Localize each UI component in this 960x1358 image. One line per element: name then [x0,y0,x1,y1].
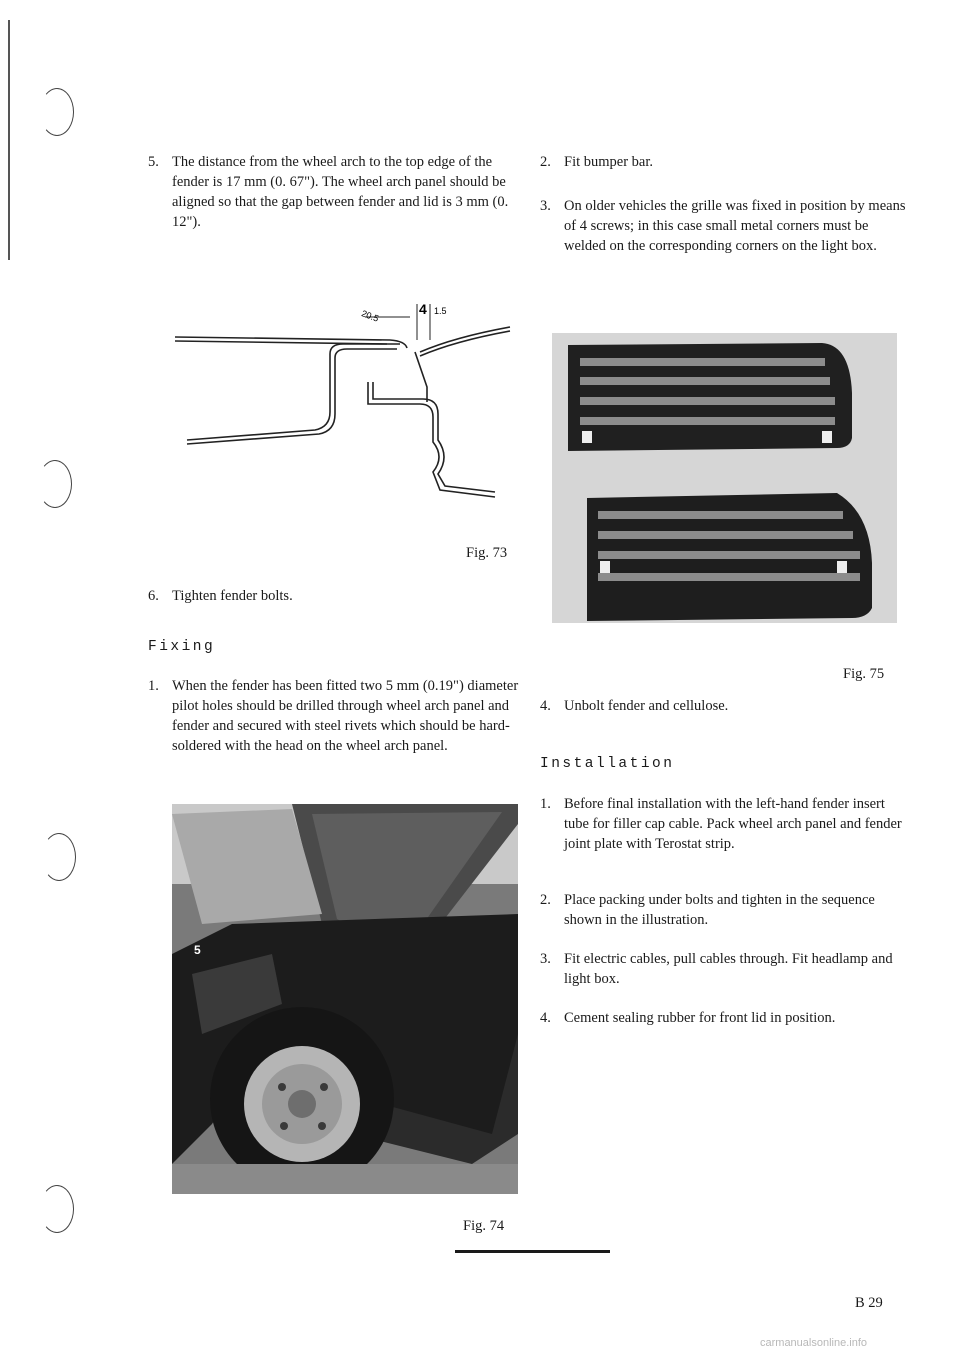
figure-marker-5: 5 [194,943,201,957]
step-text: Place packing under bolts and tighten in the sequence shown in the illustration. [564,892,875,928]
step-number: 4. [540,1010,551,1026]
fig-74-car-front-photo [172,804,518,1194]
punch-hole-1 [40,88,74,136]
install-step-2 [540,890,910,930]
step-6 [148,586,523,606]
step-number: 5. [148,154,159,170]
wheel-arch-panel-inner [187,349,397,444]
step-text: On older vehicles the grille was fixed in position by means of 4 screws; in this case small metal corners must be welded on the corresponding corners on the light box. [564,198,906,254]
dimension-label-c: 1.5 [434,306,447,316]
install-step-1 [540,794,910,854]
step-text: When the fender has been fitted two 5 mm (0.19") diameter pilot holes should be drilled through wheel arch panel and fender and secured with steel rivets which should be hard-soldered with the head on the wheel arch panel. [172,678,519,754]
fig-73-fender-section-diagram [165,292,525,517]
step-2 [540,152,910,172]
step-text: Fit bumper bar. [564,154,654,170]
punch-hole-4 [40,1185,74,1233]
step-number: 2. [540,154,551,170]
step-text: The distance from the wheel arch to the top edge of the fender is 17 mm (0. 67"). The wheel arch panel should be aligned so that the gap between fender and lid is 3 mm (0. 12"). [172,154,509,230]
section-rule [455,1250,610,1253]
step-text: Fit electric cables, pull cables through. Fit headlamp and light box. [564,951,893,987]
lower-grille [587,493,872,621]
vertical-flange [415,352,427,402]
lid-profile [420,327,510,352]
lid-profile-inner [420,331,510,356]
heading-fixing: Fixing [148,639,216,655]
fig-75-grilles-photo [552,333,897,623]
install-step-4 [540,1008,910,1028]
step-3 [540,196,910,256]
install-step-3 [540,949,910,989]
step-text: Unbolt fender and cellulose. [564,698,729,714]
heading-installation: Installation [540,756,675,772]
fig-73-caption: Fig. 73 [466,545,508,561]
fixing-step-1 [148,676,523,756]
hub [288,1090,316,1118]
page-number: B 29 [855,1295,883,1311]
fig-75-caption: Fig. 75 [843,666,885,682]
step-text: Tighten fender bolts. [172,588,293,604]
dimension-label-b: 4 [419,301,427,317]
punch-hole-3 [42,833,76,881]
step-text: Before final installation with the left-hand fender insert tube for filler cap cable. Pack wheel arch panel and fender joint plate with Terostat strip. [564,796,902,852]
fig-74-caption: Fig. 74 [463,1218,505,1234]
step-number: 2. [540,892,551,908]
step-5 [148,152,523,232]
step-text: Cement sealing rubber for front lid in position. [564,1010,836,1026]
step-number: 1. [540,796,551,812]
step-number: 6. [148,588,159,604]
step-number: 4. [540,698,551,714]
watermark: carmanualsonline.info [760,1337,868,1349]
upper-grille [568,343,852,451]
step-number: 3. [540,951,551,967]
punch-hole-2 [38,460,72,508]
step-number: 3. [540,198,551,214]
step-4 [540,696,910,716]
dimension-label-a: 20.5 [360,308,381,324]
binder-line [8,20,10,260]
step-number: 1. [148,678,159,694]
